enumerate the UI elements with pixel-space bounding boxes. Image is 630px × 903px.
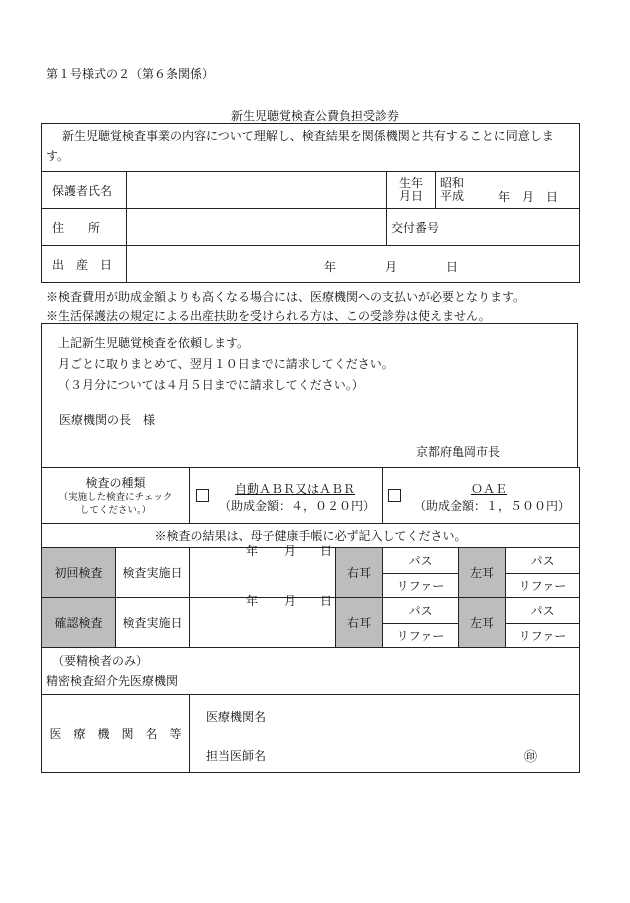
exam-type-label: 検査の種類	[85, 475, 146, 490]
initial-day: 日	[320, 544, 333, 558]
guardian-name-label: 保護者氏名	[42, 172, 127, 209]
institution-label: 医 療 機 関 名 等	[42, 695, 190, 773]
abr-checkbox[interactable]	[196, 489, 209, 502]
confirm-left-ear-label: 左耳	[459, 598, 506, 648]
confirm-left-refer[interactable]: リファー	[506, 624, 580, 648]
confirm-right-ear-label: 右耳	[336, 598, 383, 648]
oae-option[interactable]	[383, 468, 580, 524]
consent-line-2: す。	[46, 149, 70, 163]
exam-type-sub-2: してください。）	[79, 504, 152, 516]
oae-name: ＯＡＥ	[471, 482, 508, 496]
abr-name: 自動ＡＢＲ又はＡＢＲ	[234, 482, 355, 496]
birth-year: 年	[324, 260, 337, 274]
initial-right-pass[interactable]: パス	[383, 548, 459, 574]
initial-date-label: 検査実施日	[116, 548, 190, 598]
initial-right-ear-label: 右耳	[336, 548, 383, 598]
doctor-name-label: 担当医師名	[206, 749, 267, 763]
confirm-year: 年	[246, 594, 259, 608]
institution-field[interactable]	[190, 695, 580, 773]
exam-type-sub-1: （実施した検査にチェック	[58, 491, 173, 503]
confirm-month: 月	[284, 594, 297, 608]
confirm-exam-label: 確認検査	[42, 598, 116, 648]
note-welfare: ※生活保護法の規定による出産扶助を受けられる方は、この受診券は使えません。	[46, 309, 491, 323]
era-showa: 昭和	[440, 176, 465, 190]
address-field[interactable]	[127, 209, 387, 246]
request-panel	[41, 323, 578, 468]
birth-date-field[interactable]	[127, 246, 580, 283]
consent-cell	[42, 124, 580, 172]
exam-table	[41, 467, 580, 773]
birthdate-label-1: 生年	[398, 176, 423, 190]
referral-line-1: （要精検者のみ）	[52, 654, 149, 668]
birthdate-label	[387, 172, 436, 209]
era-heisei: 平成	[440, 189, 465, 203]
initial-month: 月	[284, 544, 297, 558]
document-title: 新生児聴覚検査公費負担受診券	[230, 109, 399, 123]
guardian-name-field[interactable]	[127, 172, 387, 209]
confirm-left-pass[interactable]: パス	[506, 598, 580, 624]
referral-header	[42, 648, 580, 695]
institution-name-label: 医療機関名	[206, 710, 267, 724]
oae-amount: （助成金額：１，５００円）	[414, 499, 571, 513]
birth-day: 日	[446, 260, 459, 274]
initial-year: 年	[246, 544, 259, 558]
referral-line-2: 精密検査紹介先医療機関	[46, 674, 179, 688]
initial-left-pass[interactable]: パス	[506, 548, 580, 574]
request-line-2: 月ごとに取りまとめて、翌月１０日までに請求してください。	[58, 357, 394, 371]
initial-exam-label: 初回検査	[42, 548, 116, 598]
applicant-table	[41, 123, 580, 283]
address-label: 住 所	[42, 209, 127, 246]
seal-mark: ㊞	[524, 750, 538, 765]
confirm-date-label: 検査実施日	[116, 598, 190, 648]
form-number: 第１号様式の２（第６条関係）	[46, 67, 215, 81]
request-line-3: （３月分については４月５日までに請求してください。）	[58, 378, 364, 392]
birthdate-label-2: 月日	[398, 189, 423, 203]
request-line-1: 上記新生児聴覚検査を依頼します。	[58, 336, 250, 350]
abr-amount: （助成金額：４，０２０円）	[218, 499, 375, 513]
issue-number-field[interactable]	[387, 209, 580, 246]
birth-date-label: 出 産 日	[42, 246, 127, 283]
request-issuer: 京都府亀岡市長	[416, 445, 501, 459]
note-payment: ※検査費用が助成金額よりも高くなる場合には、医療機関への支払いが必要となります。	[46, 290, 526, 304]
oae-checkbox[interactable]	[388, 489, 401, 502]
issue-number-label: 交付番号	[391, 220, 440, 235]
initial-right-refer[interactable]: リファー	[383, 574, 459, 598]
results-notice: ※検査の結果は、母子健康手帳に必ず記入してください。	[42, 524, 580, 548]
abr-option[interactable]	[190, 468, 383, 524]
exam-type-label-cell	[42, 468, 190, 524]
birthdate-field[interactable]	[436, 172, 580, 209]
birthdate-ymd: 年 月 日	[498, 190, 559, 204]
initial-left-ear-label: 左耳	[459, 548, 506, 598]
confirm-right-pass[interactable]: パス	[383, 598, 459, 624]
consent-line-1: 新生児聴覚検査事業の内容について理解し、検査結果を関係機関と共有することに同意しま	[62, 129, 554, 143]
confirm-day: 日	[320, 594, 333, 608]
initial-date-field[interactable]	[190, 544, 336, 598]
birth-month: 月	[385, 260, 398, 274]
confirm-right-refer[interactable]: リファー	[383, 624, 459, 648]
initial-left-refer[interactable]: リファー	[506, 574, 580, 598]
request-addressee: 医療機関の長 様	[59, 413, 156, 427]
confirm-date-field[interactable]	[190, 594, 336, 648]
